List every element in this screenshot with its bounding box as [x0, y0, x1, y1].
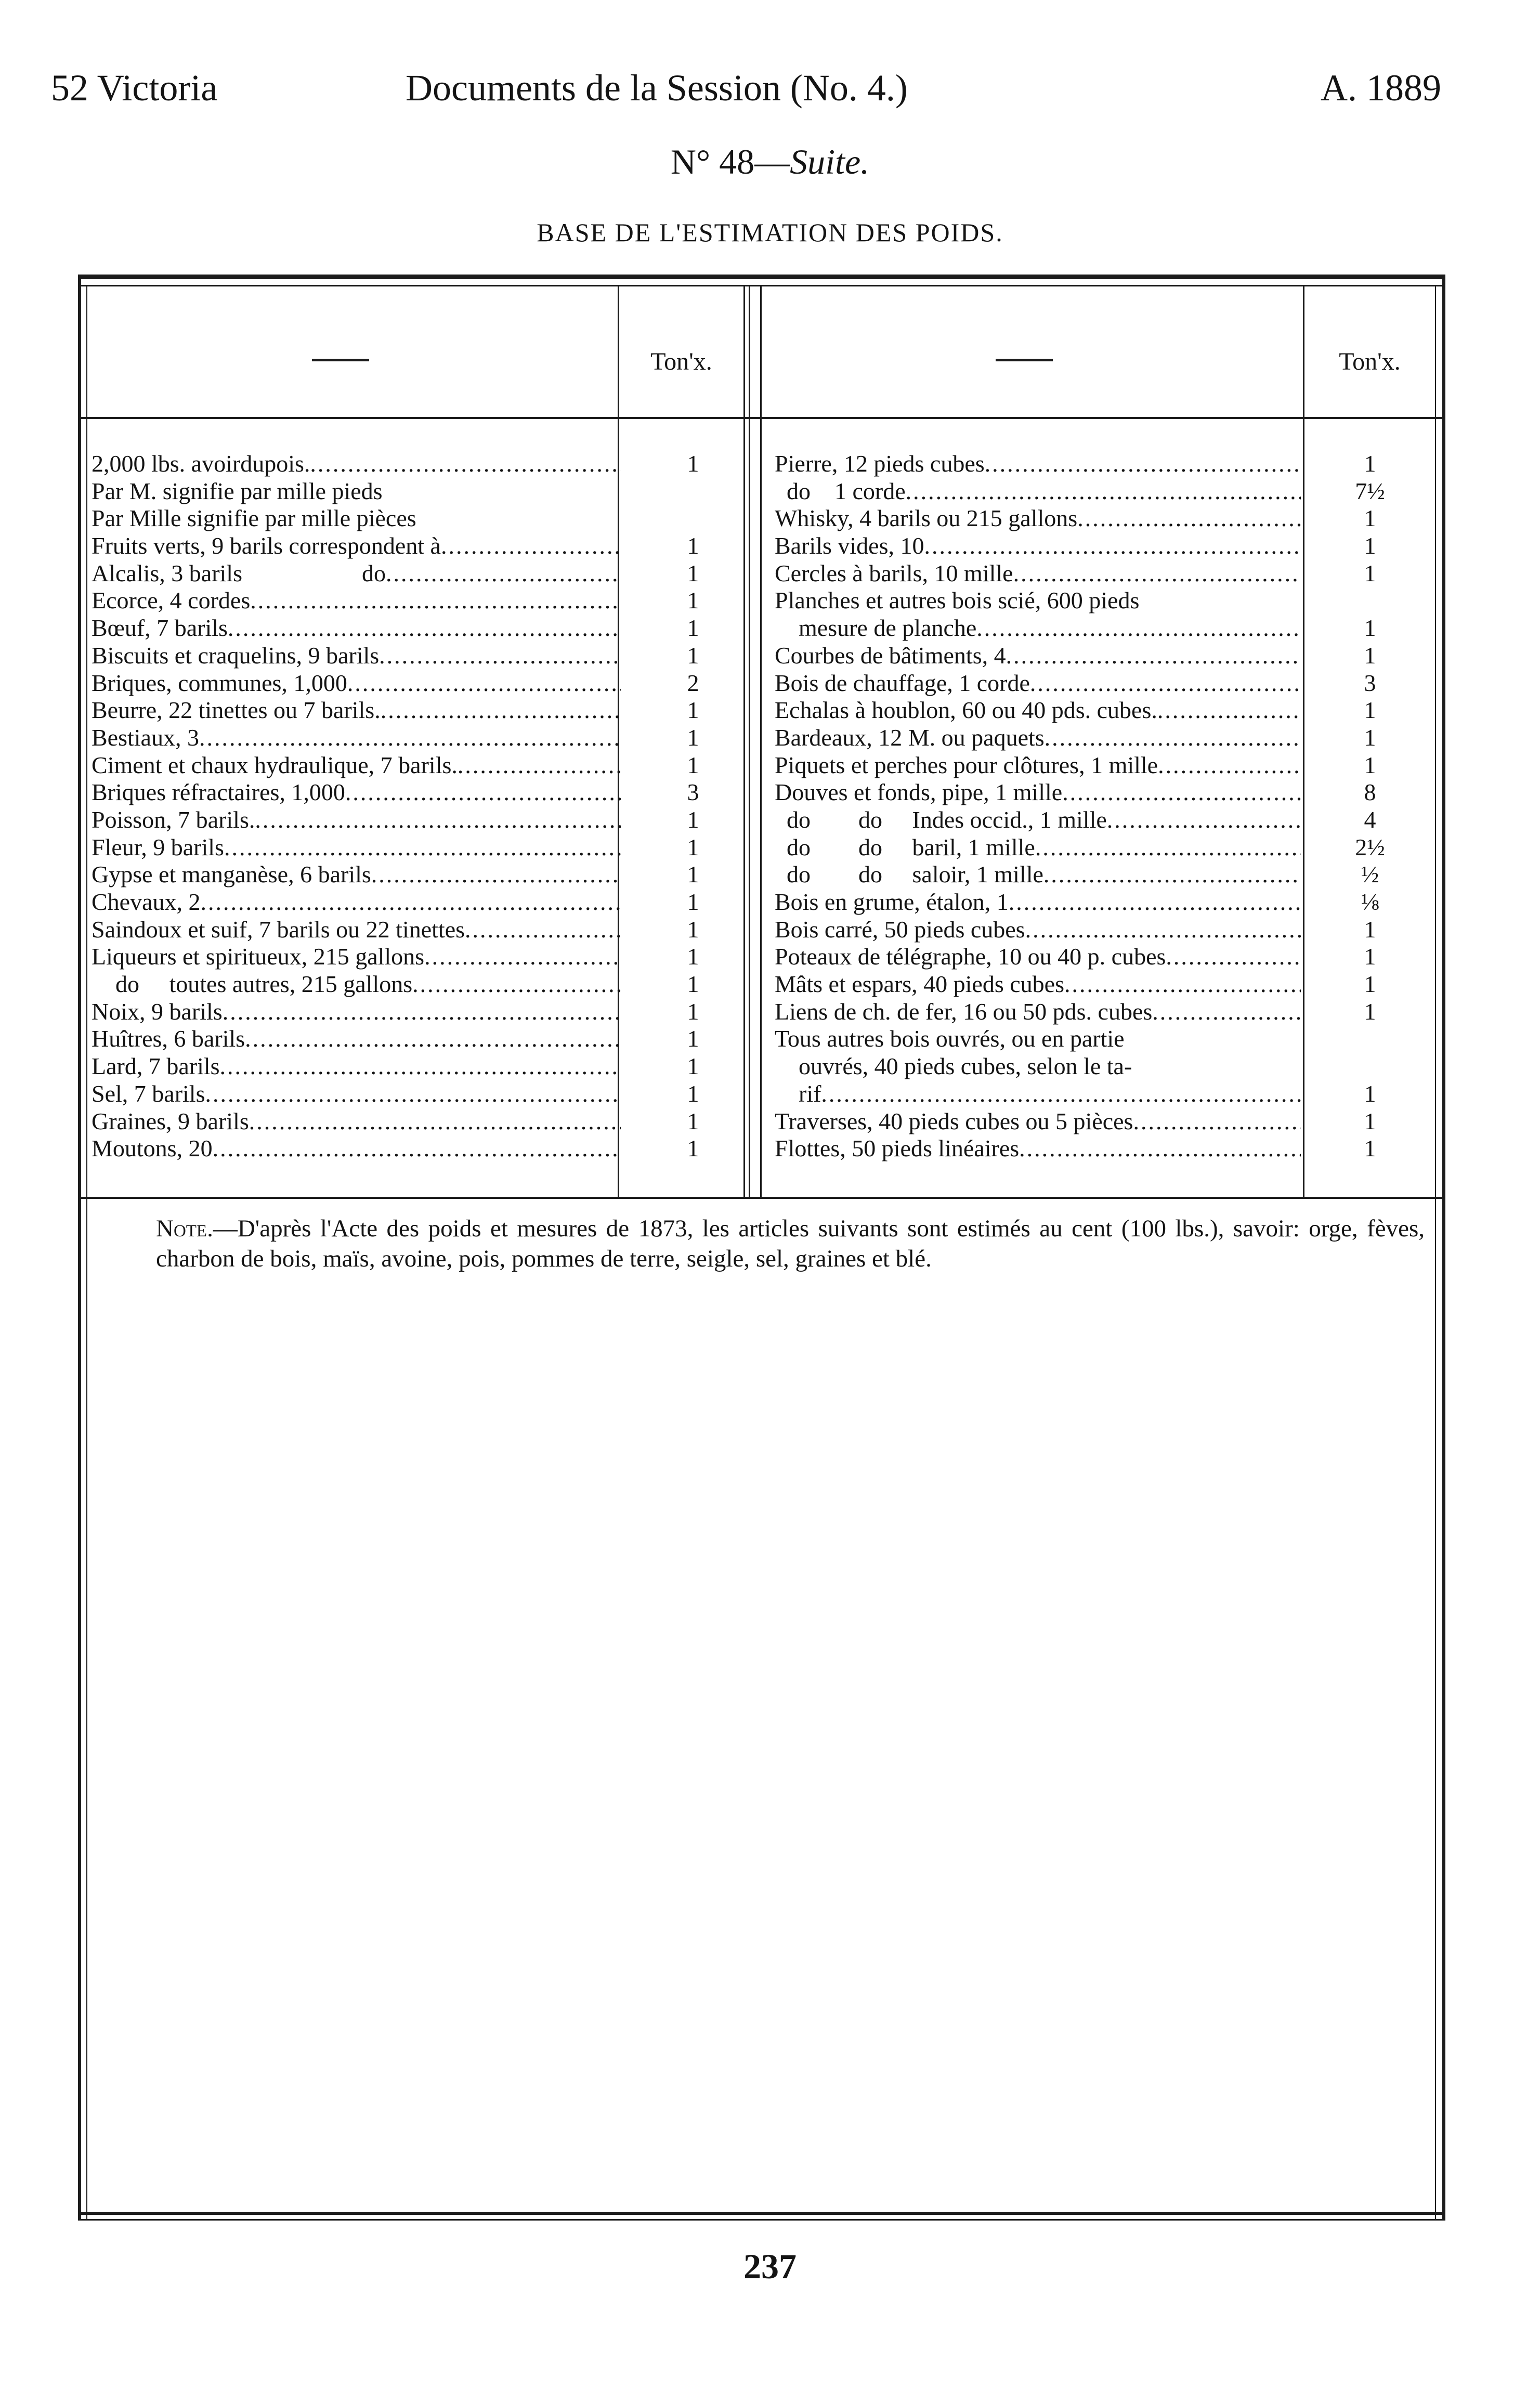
table-row [92, 834, 760, 861]
row-label-cell [92, 615, 626, 642]
dot-leader [412, 971, 621, 998]
dot-leader [381, 697, 621, 724]
row-label-cell [92, 1025, 626, 1053]
row-label-cell [775, 587, 1305, 615]
row-value: 1 [687, 532, 699, 559]
row-value: 1 [687, 1025, 699, 1052]
row-value [1305, 1053, 1435, 1080]
table-row [92, 697, 760, 724]
dot-leader [371, 861, 621, 889]
row-value: 1 [687, 806, 699, 833]
row-label: do do Indes occid., 1 mille [775, 806, 1107, 833]
row-label: Moutons, 20 [92, 1135, 213, 1162]
page-number: 237 [743, 2247, 797, 2286]
row-label: Beurre, 22 tinettes ou 7 barils. [92, 697, 381, 724]
row-value: 1 [1364, 1135, 1376, 1162]
footnote [156, 1213, 1425, 1274]
dot-leader [345, 779, 621, 806]
row-value: 1 [687, 587, 699, 614]
table-row [92, 615, 760, 642]
table-row [775, 724, 1435, 752]
dot-leader [1166, 943, 1301, 971]
row-label-cell [92, 478, 626, 505]
row-label-cell [775, 1025, 1305, 1053]
row-label: do do baril, 1 mille [775, 833, 1035, 860]
table-row [775, 971, 1435, 998]
dot-leader [1035, 834, 1301, 861]
table-row [775, 916, 1435, 944]
row-label-cell [775, 861, 1305, 889]
dot-leader [347, 670, 621, 697]
row-label-cell [775, 724, 1305, 752]
table-row [775, 861, 1435, 889]
row-label-cell [92, 642, 626, 670]
row-label-cell [92, 943, 626, 971]
row-value: ½ [1361, 861, 1379, 888]
dot-leader [924, 532, 1301, 560]
row-value: 1 [1364, 1107, 1376, 1134]
row-label-cell [775, 971, 1305, 998]
row-label: Liens de ch. de fer, 16 ou 50 pds. cubes [775, 998, 1153, 1025]
left-item-header-dash [312, 359, 369, 361]
row-value: 1 [687, 916, 699, 943]
column-rule-center-c [760, 285, 762, 1198]
row-label-cell [775, 752, 1305, 779]
row-value: 1 [687, 1053, 699, 1080]
row-label: Piquets et perches pour clôtures, 1 mille [775, 751, 1158, 778]
row-label-cell [775, 889, 1305, 916]
row-label: Douves et fonds, pipe, 1 mille [775, 779, 1063, 806]
dot-leader [1025, 916, 1301, 944]
dot-leader [1045, 724, 1301, 752]
row-label: Courbes de bâtiments, 4 [775, 642, 1006, 669]
row-label-cell [775, 478, 1305, 505]
row-label-cell [775, 615, 1305, 642]
row-label: Bœuf, 7 barils [92, 615, 228, 642]
dot-leader [1152, 998, 1301, 1026]
table-row [92, 752, 760, 779]
row-value: ⅛ [1361, 889, 1379, 915]
row-value: 1 [687, 697, 699, 724]
row-value: 1 [1364, 615, 1376, 642]
row-value [626, 505, 760, 532]
row-value: 1 [1364, 943, 1376, 970]
dot-leader [1006, 642, 1301, 670]
row-label-cell [775, 1080, 1305, 1108]
row-value: 1 [687, 1080, 699, 1107]
table-row [92, 971, 760, 998]
row-label: Ecorce, 4 cordes [92, 587, 251, 614]
row-value: 1 [687, 889, 699, 915]
row-value: 1 [687, 1135, 699, 1162]
row-value: 8 [1364, 779, 1376, 806]
row-label-cell [92, 971, 626, 998]
right-column-rows [775, 450, 1435, 1163]
row-label: Briques réfractaires, 1,000 [92, 779, 345, 806]
table-row [775, 779, 1435, 806]
row-label: Noix, 9 barils [92, 998, 223, 1025]
row-label: do 1 corde [775, 477, 906, 504]
row-value: 1 [1364, 642, 1376, 669]
row-label: Whisky, 4 barils ou 215 gallons [775, 505, 1078, 532]
table-row [775, 806, 1435, 834]
table-row [775, 1135, 1435, 1163]
row-label-cell [775, 943, 1305, 971]
row-label: Biscuits et craquelins, 9 barils [92, 642, 380, 669]
row-label: Flottes, 50 pieds linéaires [775, 1135, 1020, 1162]
table-row [92, 450, 760, 478]
row-label-cell [92, 1108, 626, 1135]
table-row [92, 998, 760, 1026]
document-subtitle [0, 141, 1540, 182]
dot-leader [310, 450, 621, 478]
row-value: 1 [687, 450, 699, 477]
row-label: do toutes autres, 215 gallons [92, 971, 413, 998]
dot-leader [255, 806, 621, 834]
table-row [775, 450, 1435, 478]
row-value: 7½ [1355, 477, 1385, 504]
dot-leader [906, 478, 1301, 505]
row-label-cell [775, 505, 1305, 532]
table-row [775, 505, 1435, 532]
row-label-cell [775, 560, 1305, 588]
row-label-cell [92, 752, 626, 779]
table-row [92, 532, 760, 560]
row-label: mesure de planche [775, 615, 977, 642]
row-label-cell [92, 697, 626, 724]
table-row [92, 916, 760, 944]
row-value: 1 [687, 998, 699, 1025]
note-lead: Note. [156, 1215, 213, 1242]
row-label: Ciment et chaux hydraulique, 7 barils. [92, 751, 458, 778]
dot-leader [1064, 971, 1301, 998]
row-value: 1 [687, 751, 699, 778]
row-label-cell [775, 1053, 1305, 1080]
note-text: —D'après l'Acte des poids et mesures de 1873, les articles suivants sont estimés au cent (100 lbs.), savoir: orge, fèves, charbon de bois, maïs, avoine, pois, pommes de terre, seigle, sel, graines et blé. [156, 1215, 1425, 1272]
row-label: Briques, communes, 1,000 [92, 669, 347, 696]
row-label-cell [92, 834, 626, 861]
right-item-header-dash [996, 359, 1053, 361]
table-row [775, 834, 1435, 861]
row-label: Chevaux, 2 [92, 889, 201, 915]
row-label-cell [92, 724, 626, 752]
row-label: 2,000 lbs. avoirdupois. [92, 450, 310, 477]
row-label: Echalas à houblon, 60 ou 40 pds. cubes. [775, 697, 1157, 724]
table-row [92, 505, 760, 532]
row-label: Tous autres bois ouvrés, ou en partie [775, 1025, 1125, 1052]
row-label-cell [92, 587, 626, 615]
row-label: Par M. signifie par mille pieds [92, 477, 383, 504]
row-value: 1 [687, 559, 699, 586]
page-bottom-rule-thin [78, 2219, 1445, 2221]
row-value: 1 [1364, 450, 1376, 477]
row-value: 1 [1364, 998, 1376, 1025]
table-row [775, 1025, 1435, 1053]
table-row [775, 998, 1435, 1026]
row-label-cell [775, 998, 1305, 1026]
dot-leader [379, 642, 621, 670]
row-label: Gypse et manganèse, 6 barils [92, 861, 371, 888]
row-value: 1 [1364, 971, 1376, 998]
row-label: Pierre, 12 pieds cubes [775, 450, 985, 477]
right-unit-header: Ton'x. [1339, 348, 1401, 375]
dot-leader [220, 1053, 621, 1080]
row-value [1305, 1025, 1435, 1053]
row-label-cell [92, 806, 626, 834]
table-row [92, 560, 760, 588]
page-bottom-rule [78, 2212, 1445, 2215]
dot-leader [1157, 697, 1301, 724]
row-value: 1 [687, 943, 699, 970]
table-right-border [1442, 275, 1445, 2221]
row-label: Huîtres, 6 barils [92, 1025, 245, 1052]
dot-leader [245, 1025, 621, 1053]
row-label: Fruits verts, 9 barils correspondent à [92, 532, 441, 559]
row-label-cell [92, 779, 626, 806]
row-value [626, 478, 760, 505]
table-bottom-rule [78, 1197, 1445, 1199]
row-label-cell [775, 450, 1305, 478]
dot-leader [1133, 1108, 1301, 1135]
row-label-cell [775, 670, 1305, 697]
dot-leader [1013, 560, 1301, 588]
dot-leader [228, 615, 621, 642]
table-row [775, 889, 1435, 916]
row-label-cell [775, 806, 1305, 834]
dot-leader [1107, 806, 1301, 834]
row-value: 1 [1364, 559, 1376, 586]
row-value: 1 [1364, 505, 1376, 532]
row-label: Bois en grume, étalon, 1 [775, 889, 1009, 915]
row-label: Saindoux et suif, 7 barils ou 22 tinettes [92, 916, 465, 943]
row-label-cell [775, 834, 1305, 861]
table-row [775, 478, 1435, 505]
dot-leader [249, 1108, 621, 1135]
row-label-cell [775, 779, 1305, 806]
dot-leader [465, 916, 621, 944]
dot-leader [424, 943, 621, 971]
table-row [92, 1053, 760, 1080]
table-row [92, 943, 760, 971]
row-label: Traverses, 40 pieds cubes ou 5 pièces [775, 1107, 1133, 1134]
row-label: Bardeaux, 12 M. ou paquets [775, 724, 1045, 751]
left-unit-header: Ton'x. [650, 348, 712, 375]
dot-leader [250, 587, 621, 615]
table-row [775, 1080, 1435, 1108]
row-label-cell [775, 642, 1305, 670]
row-label: Planches et autres bois scié, 600 pieds [775, 587, 1140, 614]
table-row [775, 670, 1435, 697]
table-row [775, 587, 1435, 615]
dot-leader [1019, 1135, 1301, 1163]
section-title: BASE DE L'ESTIMATION DES POIDS. [537, 218, 1003, 247]
row-label: Liqueurs et spiritueux, 215 gallons [92, 943, 425, 970]
table-header-rule [78, 417, 1445, 419]
row-label-cell [92, 916, 626, 944]
table-row [92, 1135, 760, 1163]
table-row [775, 752, 1435, 779]
row-value: 1 [1364, 697, 1376, 724]
row-label-cell [92, 1053, 626, 1080]
row-label: Bois de chauffage, 1 corde [775, 669, 1030, 696]
dot-leader [985, 450, 1301, 478]
table-row [92, 806, 760, 834]
table-row [775, 943, 1435, 971]
row-label: Graines, 9 barils [92, 1107, 249, 1134]
table-top-rule-thin [78, 285, 1445, 286]
table-row [92, 642, 760, 670]
row-value: 1 [687, 833, 699, 860]
dot-leader [441, 532, 621, 560]
row-label-cell [92, 1080, 626, 1108]
row-value: 1 [1364, 1080, 1376, 1107]
row-label-cell [775, 1108, 1305, 1135]
table-row [92, 1108, 760, 1135]
dot-leader [201, 889, 621, 916]
running-header-right: A. 1889 [1321, 67, 1441, 109]
subtitle-suffix: Suite. [790, 142, 870, 181]
table-row [92, 724, 760, 752]
table-row [775, 615, 1435, 642]
row-label: ouvrés, 40 pieds cubes, selon le ta- [775, 1053, 1132, 1080]
row-value: 1 [687, 861, 699, 888]
table-row [775, 560, 1435, 588]
row-label: Bestiaux, 3 [92, 724, 199, 751]
row-label-cell [92, 861, 626, 889]
dot-leader [458, 752, 621, 779]
row-value: 4 [1364, 806, 1376, 833]
table-row [92, 1025, 760, 1053]
row-value: 1 [687, 642, 699, 669]
row-label-cell [92, 532, 626, 560]
dot-leader [386, 560, 621, 588]
table-row [775, 642, 1435, 670]
row-label-cell [775, 532, 1305, 560]
dot-leader [1062, 779, 1301, 806]
table-left-border [78, 275, 81, 2221]
running-header-center: Documents de la Session (No. 4.) [406, 67, 908, 109]
row-label: rif [775, 1080, 821, 1107]
row-label: Lard, 7 barils [92, 1053, 220, 1080]
row-label: Cercles à barils, 10 mille [775, 559, 1013, 586]
row-value: 1 [1364, 916, 1376, 943]
row-value: 1 [1364, 724, 1376, 751]
dot-leader [199, 724, 621, 752]
dot-leader [1077, 505, 1301, 532]
dot-leader [1043, 861, 1301, 889]
row-value: 1 [1364, 751, 1376, 778]
row-label-cell [775, 916, 1305, 944]
row-label-cell [92, 505, 626, 532]
dot-leader [1009, 889, 1301, 916]
row-label-cell [92, 1135, 626, 1163]
row-value: 1 [687, 971, 699, 998]
left-column-rows [92, 450, 760, 1163]
row-label-cell [92, 998, 626, 1026]
row-label-cell [775, 1135, 1305, 1163]
row-label-cell [92, 670, 626, 697]
table-row [92, 1080, 760, 1108]
row-value: 1 [687, 1107, 699, 1134]
row-value: 2 [687, 669, 699, 696]
row-label: do do saloir, 1 mille [775, 861, 1043, 888]
table-top-rule [78, 275, 1445, 279]
row-label: Sel, 7 barils [92, 1080, 205, 1107]
row-label: Barils vides, 10 [775, 532, 924, 559]
dot-leader [223, 998, 621, 1026]
dot-leader [976, 615, 1301, 642]
row-label: Poisson, 7 barils. [92, 806, 255, 833]
row-value: 1 [687, 724, 699, 751]
table-row [775, 697, 1435, 724]
row-label-cell [92, 889, 626, 916]
row-value: 2½ [1355, 833, 1385, 860]
row-value: 1 [1364, 532, 1376, 559]
table-right-border-inner [1435, 285, 1436, 2219]
dot-leader [821, 1080, 1301, 1108]
row-label-cell [775, 697, 1305, 724]
table-row [775, 1053, 1435, 1080]
row-value [1305, 587, 1435, 615]
row-label: Fleur, 9 barils [92, 833, 224, 860]
row-label: Poteaux de télégraphe, 10 ou 40 p. cubes [775, 943, 1166, 970]
row-label-cell [92, 560, 626, 588]
dot-leader [205, 1080, 621, 1108]
row-value: 3 [1364, 669, 1376, 696]
row-value: 3 [687, 779, 699, 806]
row-label: Par Mille signifie par mille pièces [92, 505, 416, 532]
row-label-cell [92, 450, 626, 478]
table-row [92, 478, 760, 505]
table-row [92, 889, 760, 916]
dot-leader [213, 1135, 621, 1163]
table-left-border-inner [86, 285, 87, 2219]
table-row [92, 779, 760, 806]
table-row [775, 532, 1435, 560]
running-header-left: 52 Victoria [51, 67, 218, 109]
table-row [92, 587, 760, 615]
row-label: Mâts et espars, 40 pieds cubes [775, 971, 1064, 998]
dot-leader [224, 834, 621, 861]
table-row [92, 861, 760, 889]
dot-leader [1158, 752, 1301, 779]
table-row [92, 670, 760, 697]
row-label: Alcalis, 3 barils do [92, 559, 386, 586]
table-row [775, 1108, 1435, 1135]
subtitle-number: N° 48— [670, 142, 790, 181]
row-value: 1 [687, 615, 699, 642]
row-label: Bois carré, 50 pieds cubes [775, 916, 1025, 943]
dot-leader [1030, 670, 1301, 697]
